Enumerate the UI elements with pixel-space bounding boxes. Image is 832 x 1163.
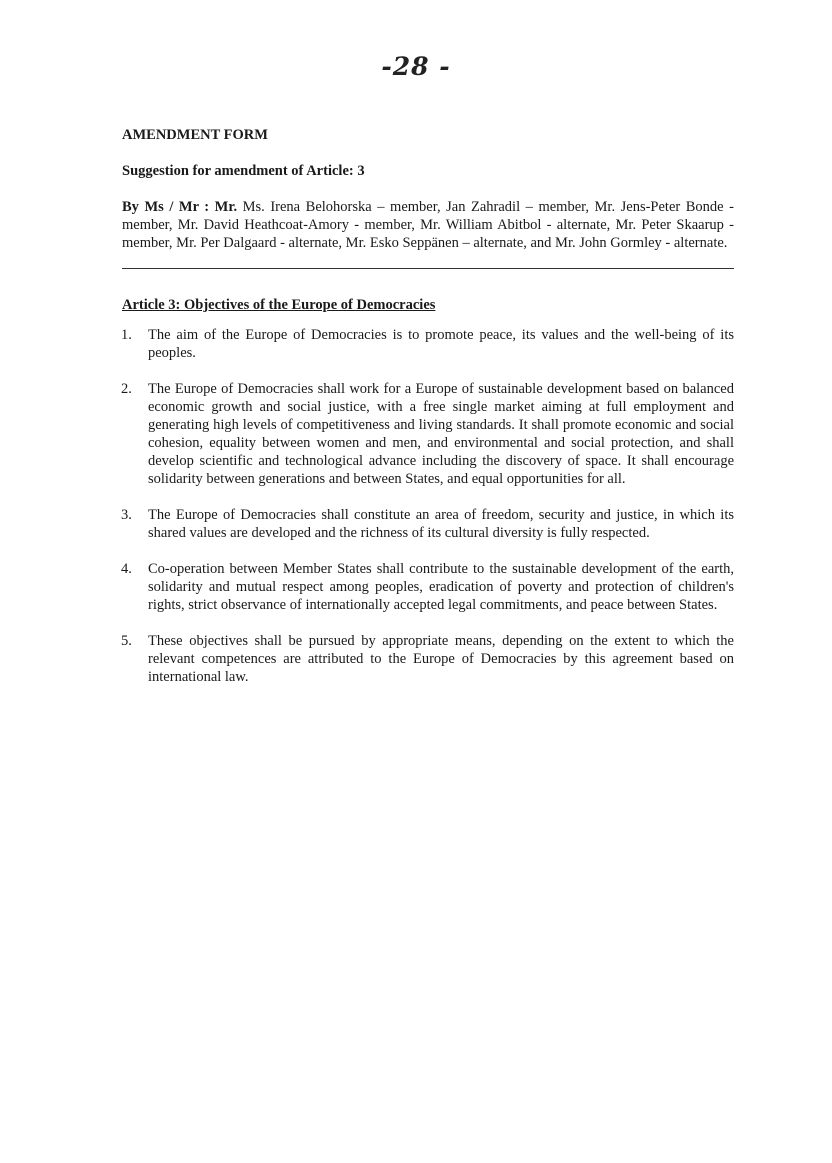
list-item xyxy=(122,326,734,362)
item-text: These objectives shall be pursued by appropriate means, depending on the extent to which the relevant competences are attributed to the Europe of Democracies by this agreement based on international law. xyxy=(148,633,734,685)
item-text: The Europe of Democracies shall work for a Europe of sustainable development based on balanced economic growth and social justice, with a free single market aiming at full employment and generating high levels of competitiveness and living standards. It shall promote economic and social cohesion, equality between women and men, and environmental and social protection, and shall develop scientific and technological advance including the discovery of space. It shall encourage solidarity between generations and between States, and equal opportunities for all. xyxy=(148,381,734,487)
by-label: By Ms / Mr : Mr. xyxy=(122,199,238,215)
item-number: 5. xyxy=(121,633,132,649)
objectives-list xyxy=(122,326,734,686)
article-title: Article 3: Objectives of the Europe of Democracies xyxy=(122,297,436,313)
document-body xyxy=(122,126,734,704)
list-item xyxy=(122,632,734,686)
suggestion-heading: Suggestion for amendment of Article: 3 xyxy=(122,163,365,179)
item-text: Co-operation between Member States shall contribute to the sustainable development of the earth, solidarity and mutual respect among peoples, eradication of poverty and protection of children's rights, strict observance of internationally accepted legal commitments, and peace between States. xyxy=(148,561,734,613)
by-line xyxy=(122,198,734,252)
item-text: The Europe of Democracies shall constitute an area of freedom, security and justice, in which its shared values are developed and the richness of its cultural diversity is fully respected. xyxy=(148,507,734,541)
item-number: 1. xyxy=(121,327,132,343)
list-item xyxy=(122,560,734,614)
list-item xyxy=(122,380,734,488)
form-title: AMENDMENT FORM xyxy=(122,127,268,143)
item-number: 2. xyxy=(121,381,132,397)
item-number: 3. xyxy=(121,507,132,523)
page-number: -28 - xyxy=(381,52,451,81)
section-divider xyxy=(122,268,734,269)
list-item xyxy=(122,506,734,542)
item-number: 4. xyxy=(121,561,132,577)
by-names: Ms. Irena Belohorska – member, Jan Zahradil – member, Mr. Jens-Peter Bonde - member, Mr. David Heathcoat-Amory - member, Mr. William Abitbol - alternate, Mr. Peter Skaarup - member, Mr. Per Dalgaard - alternate, Mr. Esko Seppänen – alternate, and Mr. John Gormley - alternate. xyxy=(122,199,734,251)
item-text: The aim of the Europe of Democracies is to promote peace, its values and the well-being of its peoples. xyxy=(148,327,734,361)
